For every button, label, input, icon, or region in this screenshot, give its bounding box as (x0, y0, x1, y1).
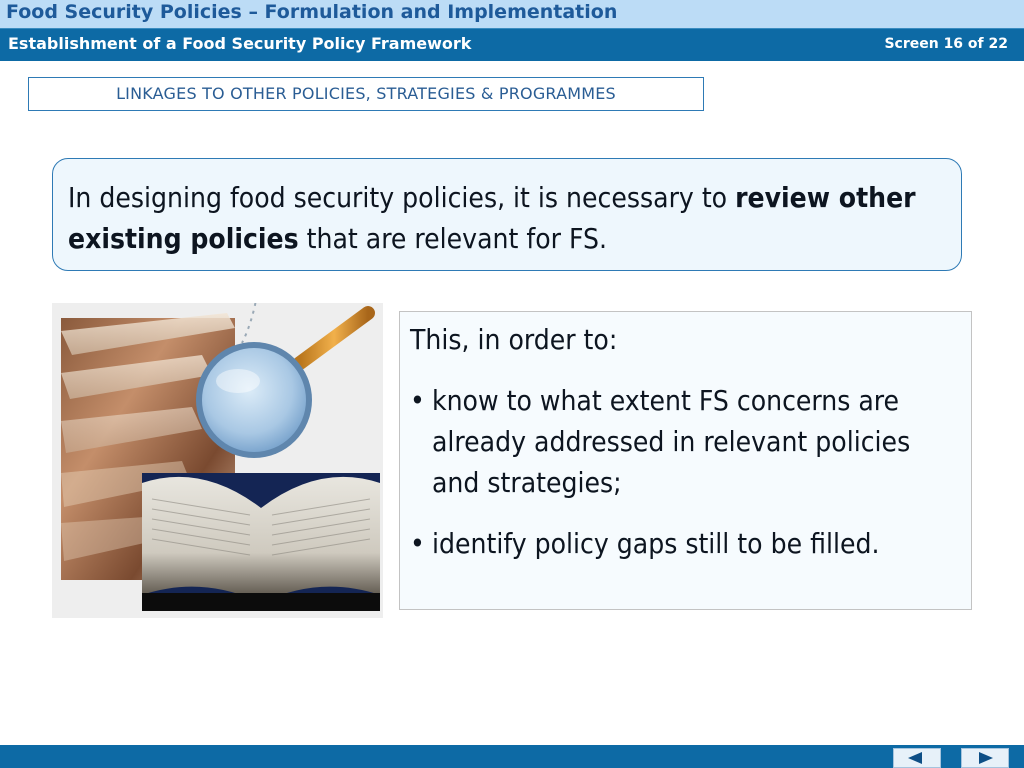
purpose-item-text: identify policy gaps still to be filled. (432, 527, 880, 560)
course-title: Food Security Policies – Formulation and Implementation (6, 1, 618, 23)
intro-emphasis: review other existing policies (68, 181, 916, 255)
bullet-icon: • (410, 527, 425, 560)
back-arrow-icon (908, 752, 922, 764)
module-title: Establishment of a Food Security Policy Framework (8, 34, 472, 53)
books-magnifier-illustration (52, 303, 383, 618)
purpose-lead: This, in order to: (410, 323, 618, 356)
purpose-box (399, 311, 972, 610)
purpose-item-text: know to what extent FS concerns are already addressed in relevant policies and strategies; (432, 384, 911, 499)
intro-text-end: that are relevant for FS. (298, 222, 607, 255)
intro-text: In designing food security policies, it is necessary to (68, 181, 736, 214)
footer-bar (0, 745, 1024, 768)
next-arrow-icon (979, 752, 993, 764)
purpose-item-know-extent (410, 380, 912, 503)
intro-callout (52, 158, 962, 271)
bullet-icon: • (410, 384, 425, 417)
module-title-bar (0, 28, 1024, 61)
purpose-item-identify-gaps (410, 523, 971, 564)
screen-counter: Screen 16 of 22 (884, 36, 1008, 52)
course-title-bar (0, 0, 1024, 28)
next-button[interactable] (961, 748, 1009, 768)
books-magnifier-icon (52, 303, 383, 618)
section-heading: LINKAGES TO OTHER POLICIES, STRATEGIES & PROGRAMMES (28, 77, 704, 111)
back-button[interactable] (893, 748, 941, 768)
